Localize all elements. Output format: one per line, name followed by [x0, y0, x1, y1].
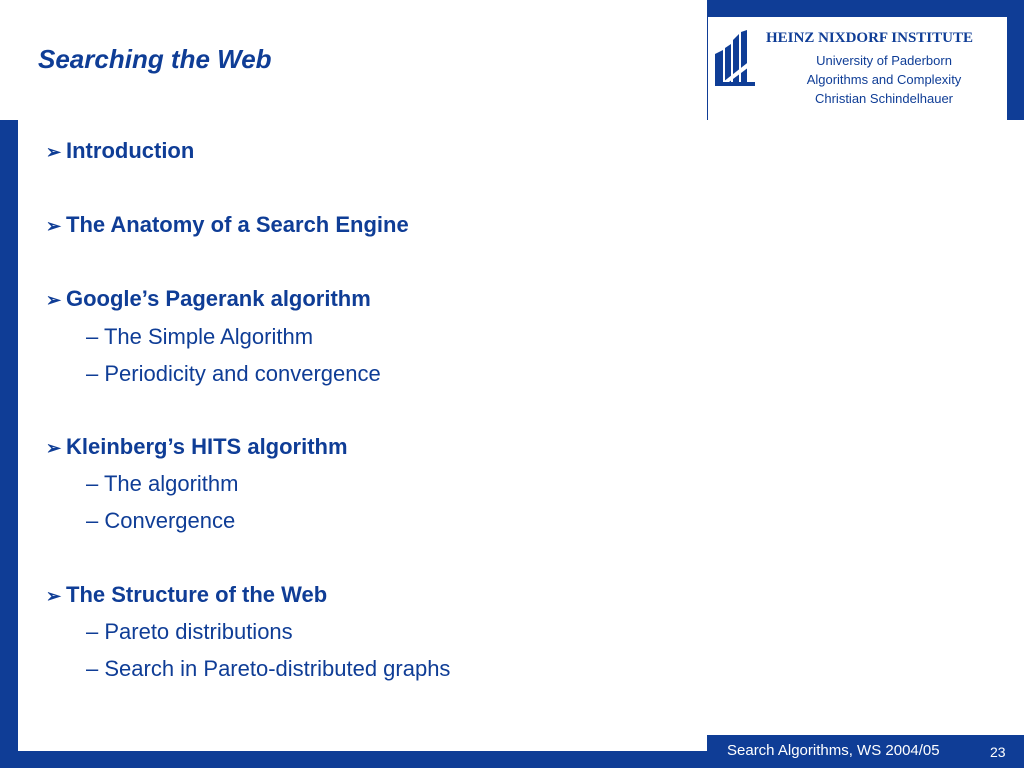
outline-item: [46, 138, 194, 164]
outline-subitem: – Convergence: [86, 508, 236, 533]
outline-item-label: Google’s Pagerank algorithm: [66, 286, 371, 311]
outline-subitem: – Search in Pareto-distributed graphs: [86, 656, 451, 681]
outline-item: [46, 582, 327, 608]
page-number: 23: [990, 744, 1006, 760]
arrow-bullet-icon: ➢: [46, 142, 62, 162]
outline-item-label: Introduction: [66, 138, 195, 163]
outline-item-label: Kleinberg’s HITS algorithm: [66, 434, 348, 459]
bottom-frame-bar: [0, 751, 707, 768]
arrow-bullet-icon: ➢: [46, 586, 62, 606]
institute-name: HEINZ NIXDORF INSTITUTE: [766, 30, 973, 46]
department-name: Algorithms and Complexity: [806, 72, 962, 87]
arrow-bullet-icon: ➢: [46, 216, 62, 236]
slide-title: Searching the Web: [38, 44, 272, 74]
left-frame-bar: [0, 120, 18, 752]
outline-subitem: – The Simple Algorithm: [86, 324, 314, 349]
outline-subitem: – Pareto distributions: [86, 619, 293, 644]
arrow-bullet-icon: ➢: [46, 438, 62, 458]
outline-item: [46, 286, 371, 312]
arrow-bullet-icon: ➢: [46, 290, 62, 310]
author-name: Christian Schindelhauer: [814, 91, 954, 106]
outline-item: [46, 212, 409, 238]
university-name: University of Paderborn: [816, 53, 952, 68]
outline-subitem: – The algorithm: [86, 471, 239, 496]
outline-subitem: – Periodicity and convergence: [86, 361, 381, 386]
footer-course: Search Algorithms, WS 2004/05: [727, 742, 940, 759]
university-logo-icon: [715, 30, 755, 86]
outline-item: [46, 434, 348, 460]
outline-item-label: The Structure of the Web: [66, 582, 328, 607]
outline-item-label: The Anatomy of a Search Engine: [66, 212, 409, 237]
